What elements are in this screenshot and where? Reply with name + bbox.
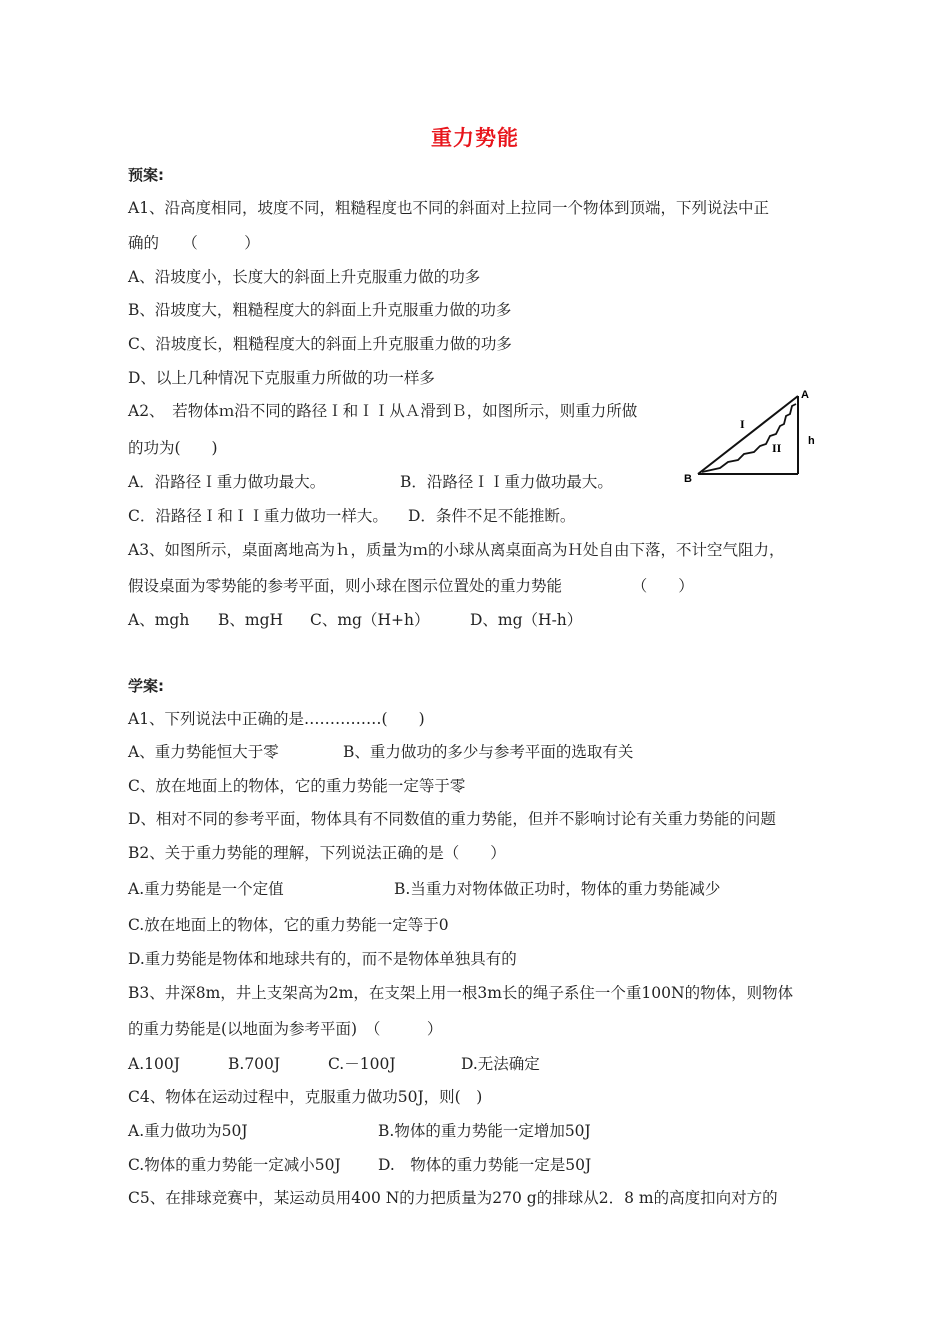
section-heading-study: 学案: — [128, 677, 164, 695]
incline-paths-diagram — [680, 386, 820, 490]
study-c4-option-a: A.重力做功为50J — [128, 1122, 248, 1140]
study-a1-question: A1、下列说法中正确的是……………( ) — [128, 710, 425, 728]
question-a3-option-d: D、mg（H-h） — [470, 611, 583, 629]
page-title: 重力势能 — [431, 126, 519, 150]
path-two-line — [702, 404, 796, 472]
path-one-line — [698, 396, 798, 474]
study-b3-option-c: C.－100J — [328, 1055, 396, 1073]
study-b2-question: B2、关于重力势能的理解，下列说法正确的是（ ） — [128, 844, 506, 862]
study-c4-option-c: C.物体的重力势能一定减小50J — [128, 1156, 341, 1174]
question-a2-option-c: C．沿路径Ｉ和ＩＩ重力做功一样大。 — [128, 507, 388, 525]
study-b3-line1: B3、井深8m，井上支架高为2m，在支架上用一根3m长的绳子系住一个重100N的物体，则物体 — [128, 984, 794, 1002]
figure-label-h: h — [808, 435, 815, 447]
question-a2-option-b: B．沿路径ＩＩ重力做功最大。 — [400, 473, 613, 491]
question-a1-line2: 确的 （ ） — [128, 234, 260, 252]
figure-label-b: B — [684, 473, 692, 485]
study-c4-option-b: B.物体的重力势能一定增加50J — [378, 1122, 591, 1140]
question-a2-option-d: D．条件不足不能推断。 — [408, 507, 576, 525]
section-heading-preview: 预案: — [128, 166, 164, 184]
question-a1-option-c: C、沿坡度长，粗糙程度大的斜面上升克服重力做的功多 — [128, 335, 512, 353]
study-b2-option-a: A.重力势能是一个定值 — [128, 880, 284, 898]
question-a3-line1: A3、如图所示，桌面离地高为ｈ，质量为ｍ的小球从离桌面高为Ｈ处自由下落，不计空气阻力， — [128, 541, 785, 559]
question-a1-option-d: D、以上几种情况下克服重力所做的功一样多 — [128, 369, 435, 387]
figure-label-path-one: I — [740, 417, 745, 431]
question-a2-line2: 的功为( ) — [128, 439, 218, 457]
question-a2-option-a: A．沿路径Ｉ重力做功最大。 — [128, 473, 326, 491]
question-a3-line2: 假设桌面为零势能的参考平面，则小球在图示位置处的重力势能 （ ） — [128, 577, 694, 595]
figure-label-path-two: II — [772, 441, 782, 455]
study-b2-option-c: C.放在地面上的物体，它的重力势能一定等于0 — [128, 916, 449, 934]
question-a1-option-b: B、沿坡度大，粗糙程度大的斜面上升克服重力做的功多 — [128, 301, 512, 319]
question-a1-option-a: A、沿坡度小，长度大的斜面上升克服重力做的功多 — [128, 268, 481, 286]
figure-label-a: A — [801, 389, 809, 401]
study-c5-line1: C5、在排球竞赛中，某运动员用400 N的力把质量为270 g的排球从2．8 m的高度扣向对方的 — [128, 1189, 778, 1207]
question-a2-line1: A2、 若物体ｍ沿不同的路径Ｉ和ＩＩ从Ａ滑到Ｂ，如图所示，则重力所做 — [128, 402, 638, 420]
study-b3-option-d: D.无法确定 — [461, 1055, 540, 1073]
study-a1-option-b: B、重力做功的多少与参考平面的选取有关 — [343, 743, 634, 761]
study-c4-question: C4、物体在运动过程中，克服重力做功50J，则( ) — [128, 1088, 483, 1106]
question-a3-option-b: B、mgH — [218, 611, 284, 629]
study-a1-option-c: C、放在地面上的物体，它的重力势能一定等于零 — [128, 777, 466, 795]
study-b3-option-b: B.700J — [228, 1055, 281, 1073]
question-a1-line1: A1、沿高度相同，坡度不同，粗糙程度也不同的斜面对上拉同一个物体到顶端，下列说法中正 — [128, 199, 770, 217]
study-b3-option-a: A.100J — [128, 1055, 180, 1073]
study-b2-option-b: B.当重力对物体做正功时，物体的重力势能减少 — [394, 880, 721, 898]
study-b3-line2: 的重力势能是(以地面为参考平面) （ ） — [128, 1020, 443, 1038]
study-a1-option-a: A、重力势能恒大于零 — [128, 743, 279, 761]
study-c4-option-d: D. 物体的重力势能一定是50J — [378, 1156, 592, 1174]
question-a3-option-a: A、mgh — [128, 611, 190, 629]
question-a3-option-c: C、mg（H+h） — [310, 611, 430, 629]
study-a1-option-d: D、相对不同的参考平面，物体具有不同数值的重力势能，但并不影响讨论有关重力势能的问题 — [128, 810, 776, 828]
study-b2-option-d: D.重力势能是物体和地球共有的，而不是物体单独具有的 — [128, 950, 517, 968]
